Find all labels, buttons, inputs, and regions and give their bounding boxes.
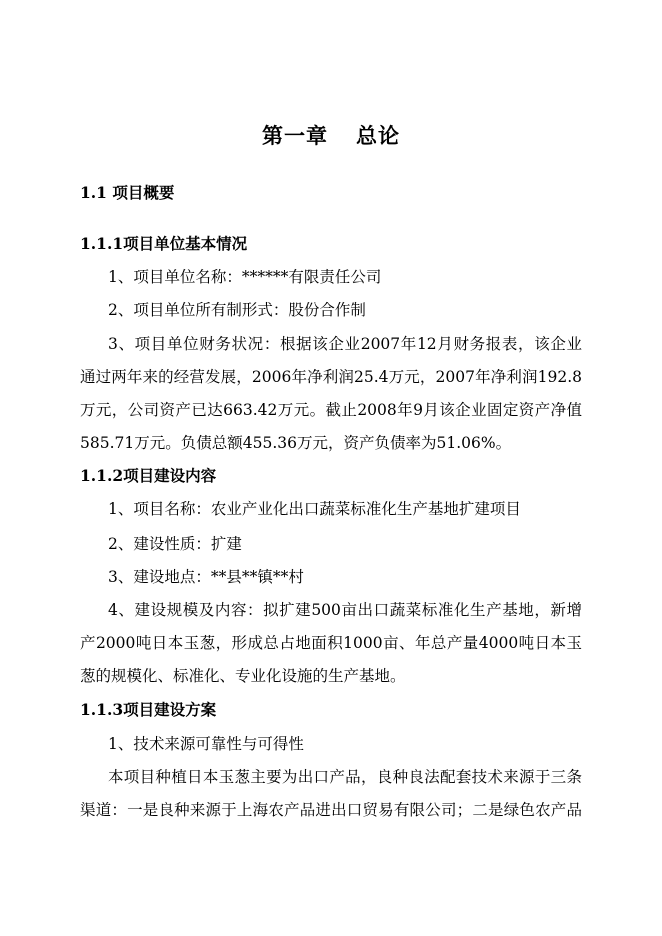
chapter-title [0,122,662,150]
paragraph-line: 3、项目单位财务状况：根据该企业2007年12月财务报表，该企业 [108,335,582,353]
paragraph-line: 通过两年来的经营发展，2006年净利润25.4万元，2007年净利润192.8 [80,368,582,386]
paragraph-line: 2、项目单位所有制形式：股份合作制 [108,301,366,319]
paragraph-line: 1、项目单位名称：******有限责任公司 [108,268,382,286]
paragraph-line: 本项目种植日本玉葱主要为出口产品，良种良法配套技术来源于三条 [108,768,582,786]
section-heading-1-1-3: 1.1.3项目建设方案 [80,700,217,719]
chapter-number: 第一章 [262,123,328,148]
chapter-name: 总论 [356,123,400,148]
paragraph-line: 葱的规模化、标准化、专业化设施的生产基地。 [80,667,406,685]
paragraph-line: 产2000吨日本玉葱，形成总占地面积1000亩、年总产量4000吨日本玉 [80,634,582,652]
paragraph-line: 585.71万元。负债总额455.36万元，资产负债率为51.06%。 [80,434,512,452]
section-heading-1-1: 1.1 项目概要 [80,183,175,202]
paragraph-line: 3、建设地点：**县**镇**村 [108,568,304,586]
paragraph-line: 渠道：一是良种来源于上海农产品进出口贸易有限公司；二是绿色农产品 [80,801,582,819]
section-heading-1-1-1: 1.1.1项目单位基本情况 [80,234,248,253]
paragraph-line: 1、技术来源可靠性与可得性 [108,735,304,753]
section-heading-1-1-2: 1.1.2项目建设内容 [80,466,217,485]
paragraph-line: 万元，公司资产已达663.42万元。截止2008年9月该企业固定资产净值 [80,401,582,419]
paragraph-line: 4、建设规模及内容：拟扩建500亩出口蔬菜标准化生产基地，新增 [108,601,582,619]
paragraph-line: 1、项目名称：农业产业化出口蔬菜标准化生产基地扩建项目 [108,500,521,518]
paragraph-line: 2、建设性质：扩建 [108,535,242,553]
